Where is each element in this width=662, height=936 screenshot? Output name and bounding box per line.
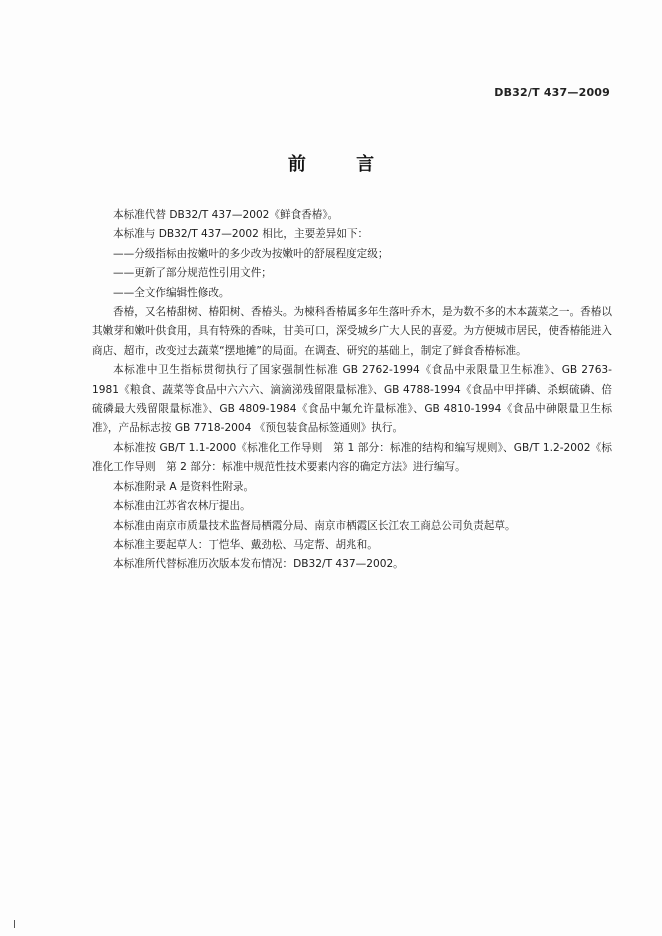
- foreword-body: [92, 206, 612, 575]
- document-code: DB32/T 437—2009: [494, 86, 610, 99]
- paragraph-history: 本标准所代替标准历次版本发布情况：DB32/T 437—2002。: [113, 558, 404, 571]
- paragraph-differences-intro: 本标准与 DB32/T 437—2002 相比，主要差异如下：: [113, 228, 369, 241]
- scan-mark: [14, 920, 15, 928]
- paragraph-drafters: 本标准主要起草人：丁恺华、戴劲松、马定帮、胡兆和。: [113, 538, 378, 551]
- paragraph-appendix: 本标准附录 A 是资料性附录。: [113, 480, 255, 493]
- list-item-editorial: ——全文作编辑性修改。: [113, 286, 230, 299]
- paragraph-drafting-units: 本标准由南京市质量技术监督局栖霞分局、南京市栖霞区长江农工商总公司负责起草。: [113, 519, 516, 532]
- page-title: 前 言: [287, 154, 397, 175]
- paragraph-background: 香椿，又名椿甜树、椿阳树、香椿头。为楝科香椿属多年生落叶乔木，是为数不多的木本蔬菜之一。香椿以其嫩芽和嫩叶供食用，具有特殊的香味，甘美可口，深受城乡广大人民的喜爱。为方便城市居民，使香椿能进入商店、超市，改变过去蔬菜“摆地摊”的局面。在调查、研究的基础上，制定了鲜食香椿标准。: [92, 306, 612, 357]
- paragraph-proposer: 本标准由江苏省农林厅提出。: [113, 500, 251, 513]
- list-item-grading: ——分级指标由按嫩叶的多少改为按嫩叶的舒展程度定级；: [113, 247, 389, 260]
- paragraph-drafting-rules: 本标准按 GB/T 1.1-2000《标准化工作导则 第 1 部分：标准的结构和编写规则》、GB/T 1.2-2002《标准化工作导则 第 2 部分：标准中规范性技术要素内容的确定方法》进行编写。: [92, 441, 612, 474]
- paragraph-hygiene-standards: 本标准中卫生指标贯彻执行了国家强制性标准 GB 2762-1994《食品中汞限量卫生标准》、GB 2763-1981《粮食、蔬菜等食品中六六六、滴滴涕残留限量标准》、GB 4788-1994《食品中甲拌磷、杀螟硫磷、倍硫磷最大残留限量标准》、GB 4809-1984《食品中氟允许量标准》、GB 4810-1994《食品中砷限量卫生标准》，产品标志按 GB 7718-2004 《预包装食品标签通则》执行。: [92, 364, 612, 435]
- list-item-references: ——更新了部分规范性引用文件；: [113, 267, 272, 280]
- paragraph-replaces: 本标准代替 DB32/T 437—2002《鲜食香椿》。: [113, 209, 339, 221]
